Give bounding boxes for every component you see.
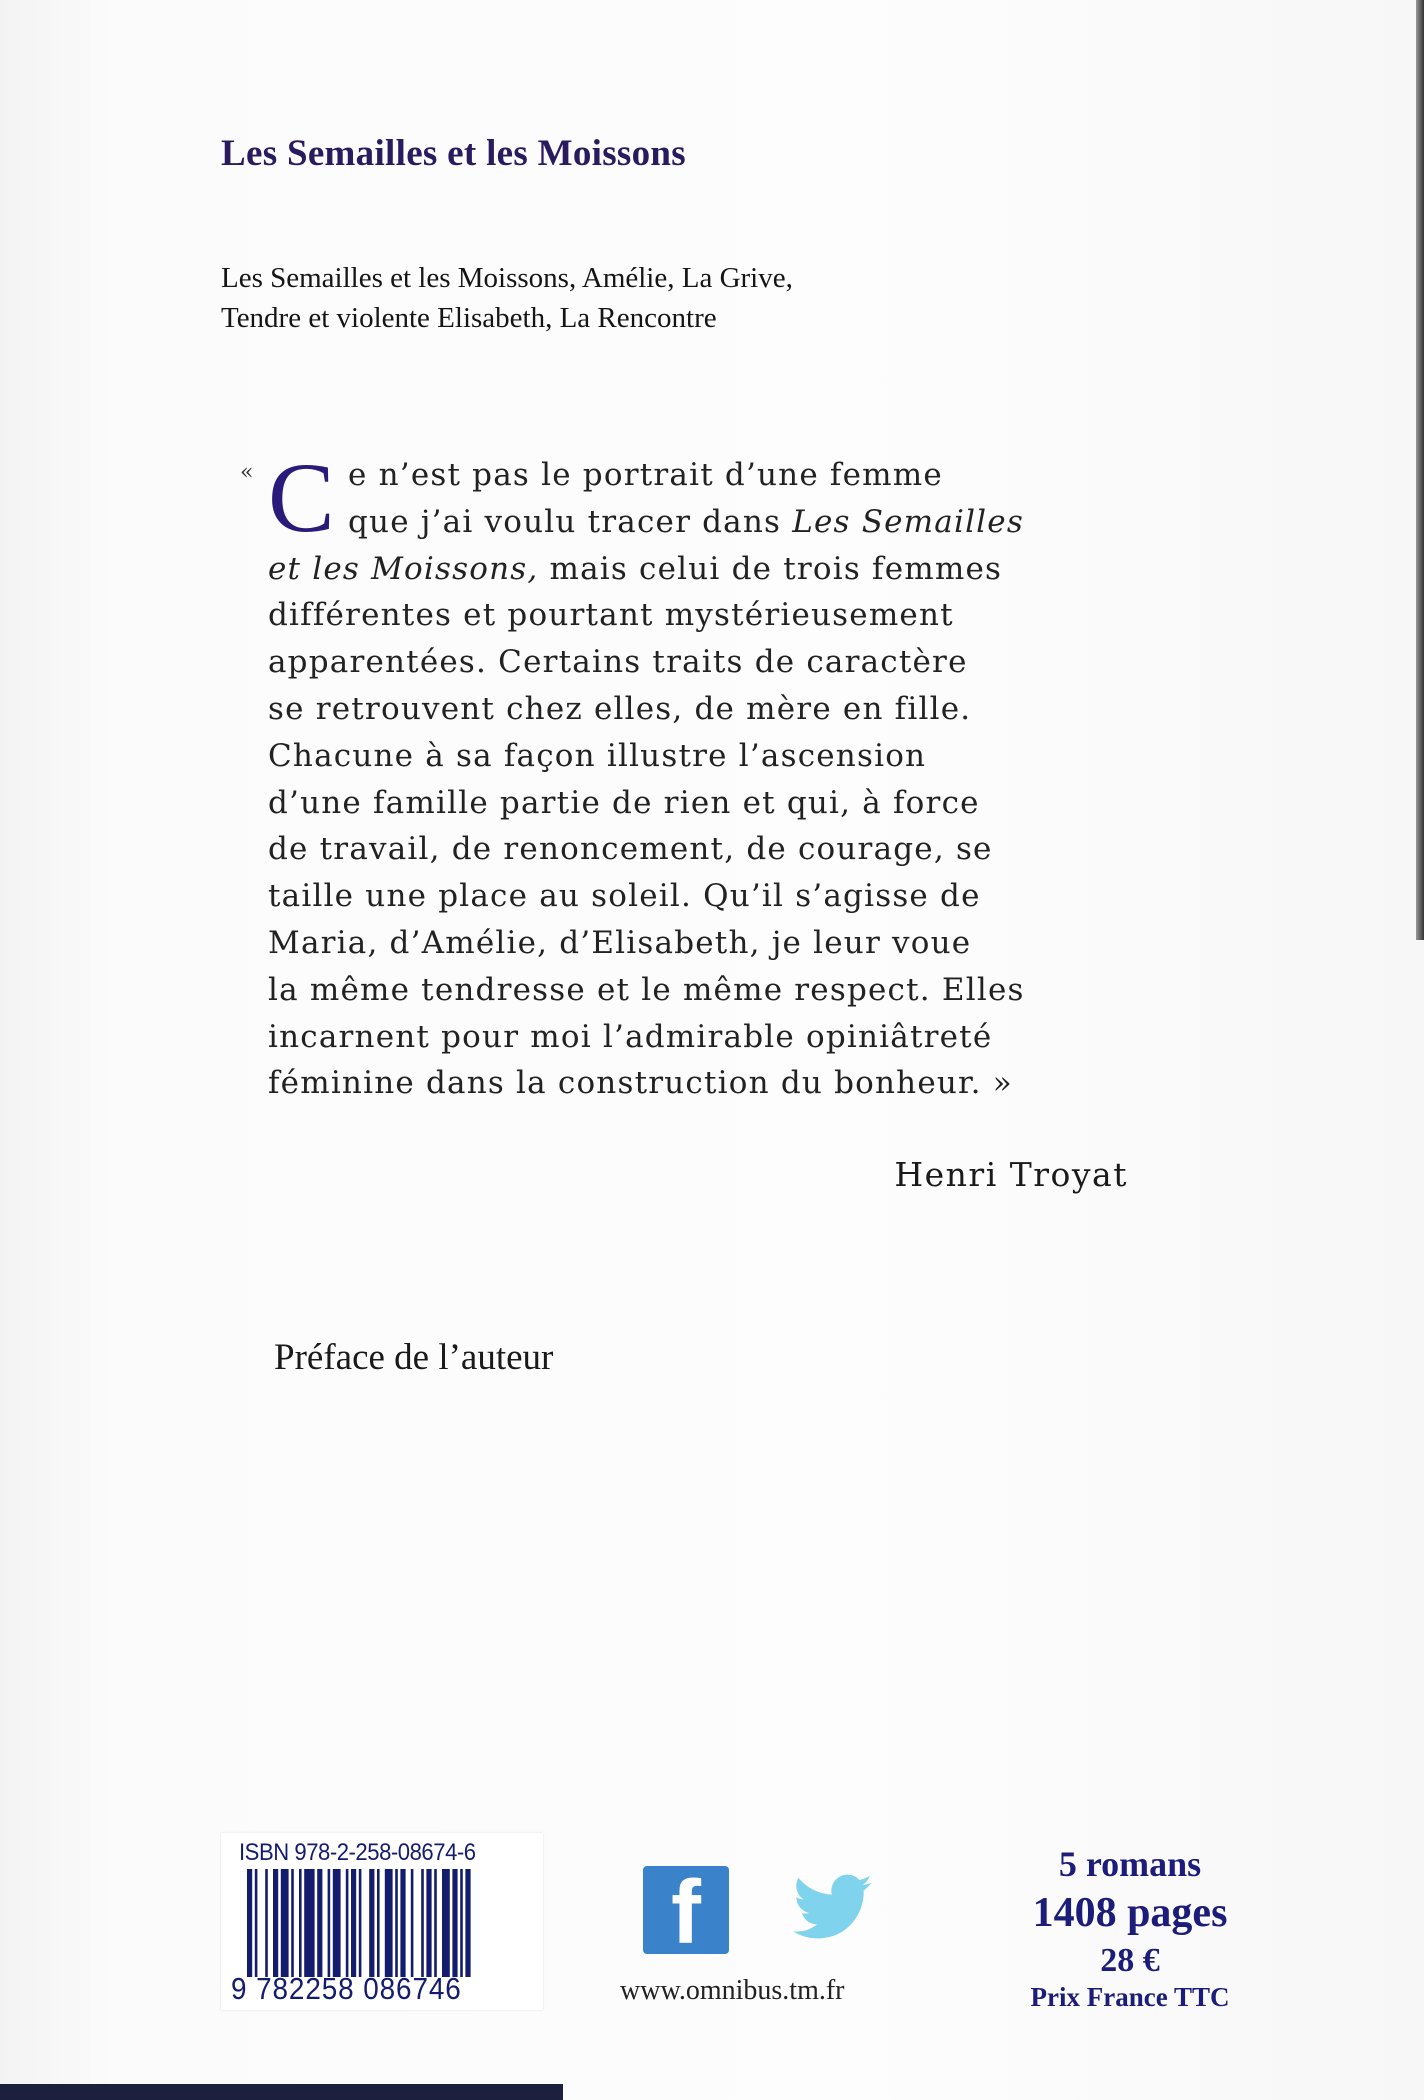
- barcode-bar: [460, 1869, 463, 1977]
- quote-line: [268, 499, 1118, 546]
- barcode-bar: [359, 1869, 362, 1977]
- contents-line: Les Semailles et les Moissons, Amélie, La Grive,: [221, 262, 793, 294]
- quote-line: se retrouvent chez elles, de mère en fille.: [268, 690, 972, 727]
- barcode-bar: [400, 1869, 405, 1977]
- twitter-icon[interactable]: [785, 1866, 880, 1952]
- quote-line: la même tendresse et le même respect. Elles: [268, 971, 1025, 1008]
- ean-number: 9 782258 086746: [231, 1971, 462, 2006]
- barcode-bar: [299, 1869, 302, 1977]
- barcode-bar: [265, 1869, 268, 1977]
- barcode-bar: [411, 1869, 414, 1977]
- quote-text: que j’ai voulu tracer dans: [348, 503, 793, 540]
- isbn-barcode: [221, 1833, 543, 2010]
- book-info: [980, 1846, 1280, 2011]
- quote-line: incarnent pour moi l’admirable opiniâtreté: [268, 1018, 993, 1055]
- publisher-website-link[interactable]: www.omnibus.tm.fr: [620, 1975, 845, 2006]
- quote-line: [268, 546, 1118, 593]
- barcode-bar: [247, 1869, 252, 1977]
- barcode-bars: [247, 1869, 532, 1977]
- author-quote: [268, 452, 1118, 1107]
- barcode-bar: [434, 1869, 437, 1977]
- opening-quote-mark: «: [240, 460, 254, 485]
- barcode-bar: [426, 1869, 431, 1977]
- quote-line: apparentées. Certains traits de caractère: [268, 644, 968, 681]
- quote-line: féminine dans la construction du bonheur. »: [268, 1065, 1013, 1102]
- barcode-bar: [351, 1869, 356, 1977]
- quote-line: Chacune à sa façon illustre l’ascension: [268, 737, 927, 774]
- isbn-number: ISBN 978-2-258-08674-6: [239, 1839, 476, 1866]
- barcode-bar: [442, 1869, 450, 1977]
- facebook-icon[interactable]: f: [643, 1866, 729, 1954]
- page-count: 1408 pages: [1032, 1890, 1228, 1936]
- quote-line: différentes et pourtant mystérieusement: [268, 597, 954, 634]
- barcode-bar: [317, 1869, 322, 1977]
- author-signature: Henri Troyat: [894, 1155, 1128, 1194]
- barcode-bar: [377, 1869, 380, 1977]
- barcode-bar: [395, 1869, 398, 1977]
- barcode-bar: [328, 1869, 331, 1977]
- barcode-bar: [291, 1869, 294, 1977]
- quote-italic-title: Les Semailles: [792, 503, 1024, 540]
- barcode-bar: [281, 1869, 289, 1977]
- barcode-bar: [346, 1869, 349, 1977]
- barcode-bar: [385, 1869, 393, 1977]
- book-edge: [0, 2084, 563, 2100]
- quote-line: taille une place au soleil. Qu’il s’agisse de: [268, 878, 981, 915]
- barcode-bar: [369, 1869, 374, 1977]
- barcode-bar: [465, 1869, 470, 1977]
- quote-italic-title: et les Moissons,: [268, 550, 539, 587]
- quote-line: e n’est pas le portrait d’une femme: [348, 457, 943, 493]
- barcode-bar: [421, 1869, 424, 1977]
- barcode-bar: [273, 1869, 278, 1977]
- book-edge: [1416, 0, 1424, 940]
- barcode-bar: [255, 1869, 258, 1977]
- quote-text: mais celui de trois femmes: [538, 550, 1003, 587]
- price: 28 €: [1100, 1942, 1160, 1979]
- book-title: Les Semailles et les Moissons: [221, 133, 687, 174]
- price-note: Prix France TTC: [1030, 1982, 1230, 2012]
- novel-count: 5 romans: [1058, 1844, 1202, 1884]
- quote-line: Maria, d’Amélie, d’Elisabeth, je leur voue: [268, 924, 972, 961]
- quote-line: d’une famille partie de rien et qui, à force: [268, 784, 980, 821]
- contents-line: Tendre et violente Elisabeth, La Rencontre: [221, 302, 717, 334]
- barcode-bar: [452, 1869, 457, 1977]
- barcode-bar: [304, 1869, 314, 1977]
- preface-note: Préface de l’auteur: [274, 1337, 554, 1378]
- barcode-bar: [333, 1869, 341, 1977]
- drop-cap: C: [268, 442, 335, 553]
- quote-line: de travail, de renoncement, de courage, se: [268, 831, 993, 868]
